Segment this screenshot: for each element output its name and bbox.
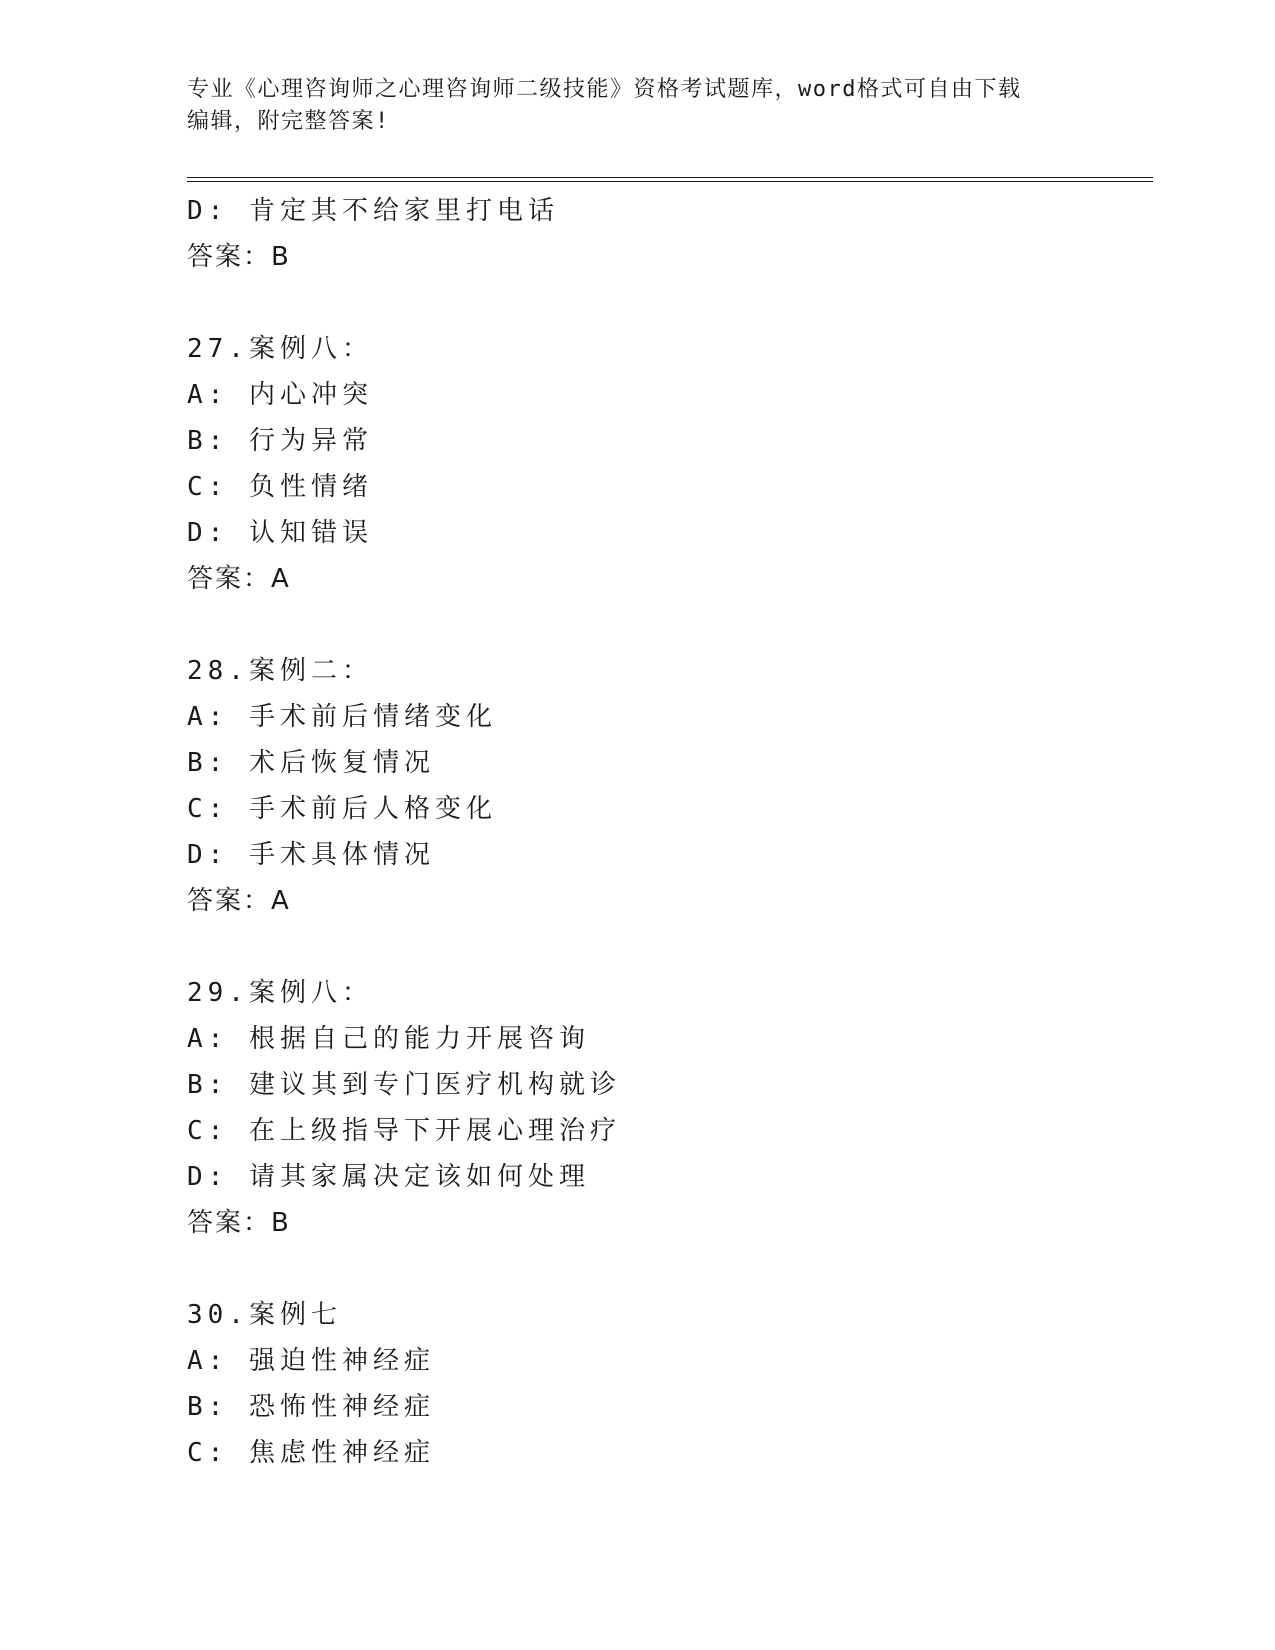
option-d: D: 认知错误 [187, 518, 373, 548]
question-list [187, 188, 1153, 1476]
question-block-27 [187, 326, 1153, 602]
document-header [187, 74, 1087, 138]
option-a: A: 根据自己的能力开展咨询 [187, 1024, 590, 1054]
spacer [187, 924, 1153, 970]
question-stem: 28.案例二： [187, 656, 373, 686]
question-block-28 [187, 648, 1153, 924]
option-b: B: 行为异常 [187, 426, 373, 456]
question-stem: 30.案例七 [187, 1300, 342, 1330]
option-c: C: 焦虑性神经症 [187, 1438, 435, 1468]
question-block-29 [187, 970, 1153, 1246]
spacer [187, 1246, 1153, 1292]
question-block-26 [187, 188, 1153, 280]
option-a: A: 手术前后情绪变化 [187, 702, 497, 732]
header-line-1: 专业《心理咨询师之心理咨询师二级技能》资格考试题库，word格式可自由下载 [187, 77, 1022, 102]
question-stem: 29.案例八： [187, 978, 373, 1008]
option-b: B: 建议其到专门医疗机构就诊 [187, 1070, 621, 1100]
option-d: D: 请其家属决定该如何处理 [187, 1162, 590, 1192]
option-a: A: 强迫性神经症 [187, 1346, 435, 1376]
answer-line: 答案：B [187, 1208, 291, 1238]
option-c: C: 负性情绪 [187, 472, 373, 502]
option-b: B: 恐怖性神经症 [187, 1392, 435, 1422]
option-b: B: 术后恢复情况 [187, 748, 435, 778]
option-c: C: 手术前后人格变化 [187, 794, 497, 824]
spacer [187, 280, 1153, 326]
answer-line: 答案：A [187, 564, 291, 594]
header-divider [187, 177, 1153, 182]
option-d: D: 手术具体情况 [187, 840, 435, 870]
header-line-2: 编辑，附完整答案! [187, 109, 390, 134]
question-block-30 [187, 1292, 1153, 1476]
option-c: C: 在上级指导下开展心理治疗 [187, 1116, 621, 1146]
question-stem: 27.案例八： [187, 334, 373, 364]
option-a: A: 内心冲突 [187, 380, 373, 410]
answer-line: 答案：B [187, 242, 291, 272]
spacer [187, 602, 1153, 648]
answer-line: 答案：A [187, 886, 291, 916]
option-d: D: 肯定其不给家里打电话 [187, 196, 559, 226]
